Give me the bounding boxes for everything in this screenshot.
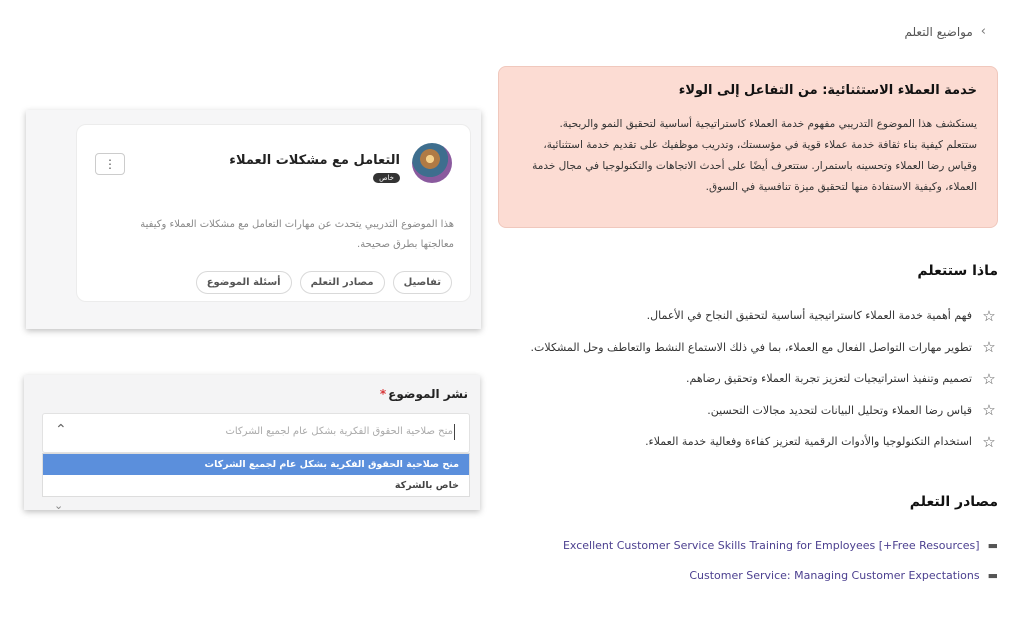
learn-item (438, 426, 998, 458)
learn-item (438, 300, 998, 332)
learn-item-text: تطوير مهارات التواصل الفعال مع العملاء، بما في ذلك الاستماع النشط والتعاطف وحل المشكلات. (530, 340, 972, 354)
publish-option-company-only[interactable]: خاص بالشركة (394, 480, 459, 491)
publish-select-value: منح صلاحية الحقوق الفكرية بشكل عام لجميع الشركات (225, 426, 453, 437)
resource-item[interactable] (398, 560, 998, 590)
text-cursor (454, 424, 455, 440)
publish-option-all-companies[interactable]: منح صلاحية الحقوق الفكرية بشكل عام لجميع الشركات (43, 454, 469, 475)
topic-card-description-line: هذا الموضوع التدريبي يتحدث عن مهارات التعامل مع مشكلات العملاء وكيفية (140, 219, 454, 230)
breadcrumb (904, 24, 986, 39)
topic-avatar (412, 143, 452, 183)
publish-select-preview (24, 375, 480, 510)
learn-item (438, 395, 998, 427)
topic-description-line: العملاء، وكيفية الاستفادة منها لتحقيق ميزة تنافسية في السوق. (705, 181, 977, 193)
resource-link[interactable]: Excellent Customer Service Skills Training for Employees [+Free Resources] (562, 538, 980, 552)
folder-icon: ▬ (987, 568, 998, 582)
learn-item (438, 332, 998, 364)
what-you-learn-title: ماذا ستتعلم (917, 263, 998, 279)
learn-list (438, 300, 998, 458)
resource-item[interactable] (398, 530, 998, 560)
topic-description (517, 114, 977, 198)
star-outline-icon: ☆ (982, 306, 996, 325)
learn-item-text: تصميم وتنفيذ استراتيجيات لتعزيز تجربة العملاء وتحقيق رضاهم. (686, 372, 972, 386)
topic-card (76, 124, 471, 302)
learn-item (438, 363, 998, 395)
learning-resources-button[interactable]: مصادر التعلم (300, 271, 385, 294)
learn-item-text: فهم أهمية خدمة العملاء كاستراتيجية أساسية لتحقيق النجاح في الأعمال. (646, 309, 972, 323)
topic-title: خدمة العملاء الاستثنائية: من التفاعل إلى الولاء (678, 83, 977, 98)
chevron-right-icon[interactable]: › (980, 24, 986, 39)
publish-select[interactable] (42, 413, 470, 453)
required-marker: * (379, 387, 387, 401)
publish-label-text: نشر الموضوع (388, 387, 468, 401)
folder-icon: ▬ (987, 538, 998, 552)
private-badge: خاص (373, 173, 400, 183)
star-outline-icon: ☆ (982, 369, 996, 388)
chevron-up-icon[interactable]: ⌃ (55, 422, 67, 438)
star-outline-icon: ☆ (982, 432, 996, 451)
topic-card-description-line: معالجتها بطرق صحيحة. (357, 239, 454, 250)
topic-card-preview (26, 110, 481, 329)
topic-description-line: وقياس رضا العملاء وتحسينه باستمرار. ستتعرف أيضًا على أحدث الاتجاهات والتكنولوجيا في مجال خدمة (532, 160, 977, 172)
topic-hero (498, 66, 998, 228)
learn-item-text: استخدام التكنولوجيا والأدوات الرقمية لتعزيز كفاءة وفعالية خدمة العملاء. (645, 435, 972, 449)
star-outline-icon: ☆ (982, 338, 996, 357)
breadcrumb-learning-topics[interactable]: مواضيع التعلم (904, 24, 973, 39)
topic-questions-button[interactable]: أسئلة الموضوع (196, 271, 292, 294)
publish-label (380, 387, 468, 401)
resource-link[interactable]: Customer Service: Managing Customer Expectations (689, 568, 980, 582)
resources-list (398, 530, 998, 590)
topic-card-title: التعامل مع مشكلات العملاء (229, 153, 400, 168)
publish-options (42, 453, 470, 497)
learn-item-text: قياس رضا العملاء وتحليل البيانات لتحديد مجالات التحسين. (707, 403, 972, 417)
star-outline-icon: ☆ (982, 401, 996, 420)
learning-resources-title: مصادر التعلم (909, 494, 998, 510)
topic-card-description (104, 215, 454, 255)
topic-card-actions (196, 271, 452, 294)
topic-description-line: يستكشف هذا الموضوع التدريبي مفهوم خدمة العملاء كاستراتيجية أساسية لتحقيق النمو والربحية. (559, 118, 977, 130)
topic-description-line: ستتعلم كيفية بناء ثقافة خدمة عملاء قوية في مؤسستك، وتدريب موظفيك على تقديم خدمة استثنائية، (543, 139, 977, 151)
details-button[interactable]: تفاصيل (393, 271, 452, 294)
chevron-down-icon: ⌄ (54, 499, 64, 510)
more-options-icon[interactable]: ⋮ (95, 153, 125, 175)
